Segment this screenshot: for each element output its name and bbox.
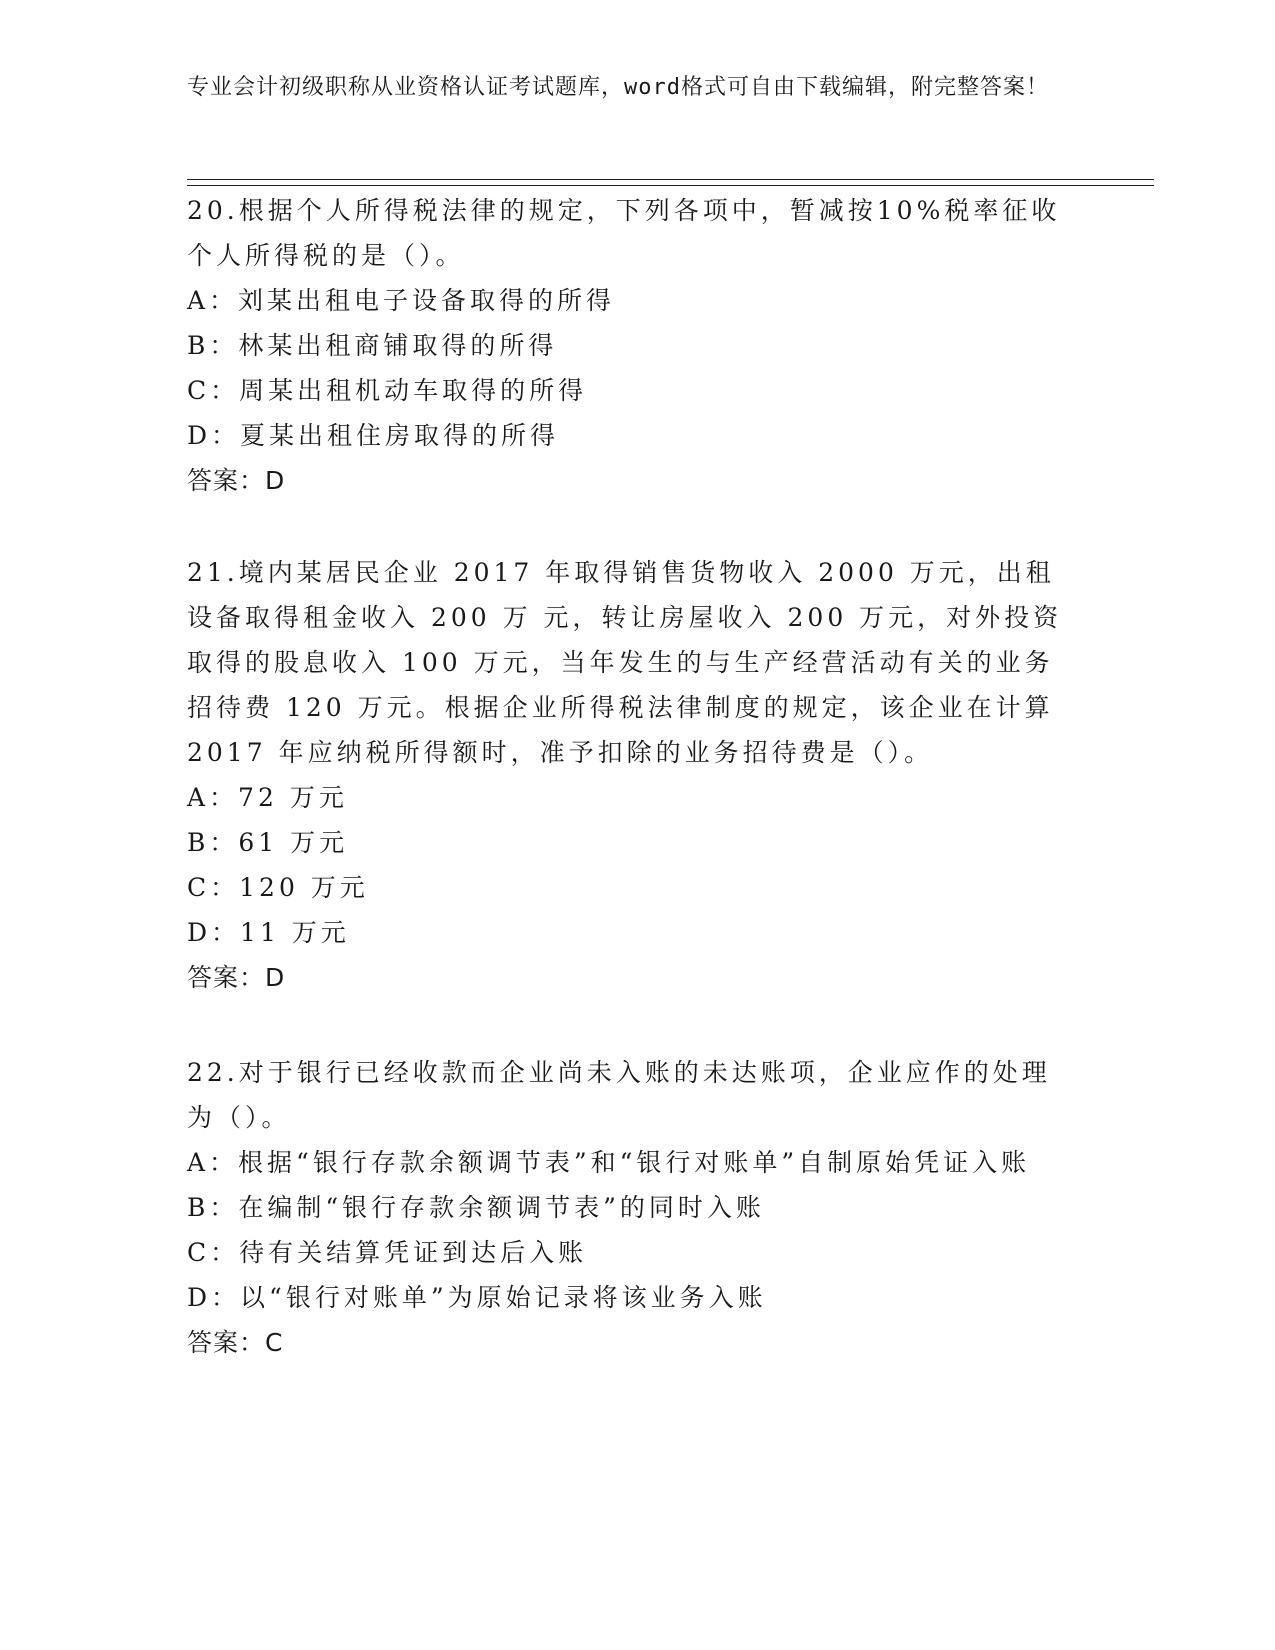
option-a: A：72 万元 <box>187 783 348 812</box>
option-c: C：周某出租机动车取得的所得 <box>187 376 588 405</box>
option-c: C：待有关结算凭证到达后入账 <box>187 1238 588 1267</box>
answer-label: 答案：C <box>187 1328 284 1357</box>
question-22 <box>187 1050 1067 1365</box>
question-stem: 22.对于银行已经收款而企业尚未入账的未达账项，企业应作的处理为（）。 <box>187 1058 1051 1132</box>
option-c: C：120 万元 <box>187 873 369 902</box>
header-rule-bottom <box>187 185 1154 186</box>
option-a: A：刘某出租电子设备取得的所得 <box>187 286 616 315</box>
question-21 <box>187 550 1067 1000</box>
option-d: D：11 万元 <box>187 918 350 947</box>
answer-label: 答案：D <box>187 466 286 495</box>
question-stem: 21.境内某居民企业 2017 年取得销售货物收入 2000 万元，出租设备取得租金收入 200 万 元，转让房屋收入 200 万元，对外投资取得的股息收入 100 万元，当年发生的与生产经营活动有关的业务招待费 120 万元。根据企业所得税法律制度的规定，该企业在计算 2017 年应纳税所得额时，准予扣除的业务招待费是（）。 <box>187 558 1063 767</box>
option-d: D：以“银行对账单”为原始记录将该业务入账 <box>187 1283 767 1312</box>
option-a: A：根据“银行存款余额调节表”和“银行对账单”自制原始凭证入账 <box>187 1148 1031 1177</box>
question-20 <box>187 188 1067 503</box>
option-b: B：在编制“银行存款余额调节表”的同时入账 <box>187 1193 765 1222</box>
document-header: 专业会计初级职称从业资格认证考试题库，word格式可自由下载编辑，附完整答案！ <box>187 75 1049 100</box>
option-b: B：林某出租商铺取得的所得 <box>187 331 558 360</box>
header-rule-top <box>187 179 1154 180</box>
question-stem: 20.根据个人所得税法律的规定，下列各项中，暂减按10%税率征收个人所得税的是（）。 <box>187 196 1061 270</box>
answer-label: 答案：D <box>187 963 286 992</box>
option-b: B：61 万元 <box>187 828 349 857</box>
option-d: D：夏某出租住房取得的所得 <box>187 421 560 450</box>
